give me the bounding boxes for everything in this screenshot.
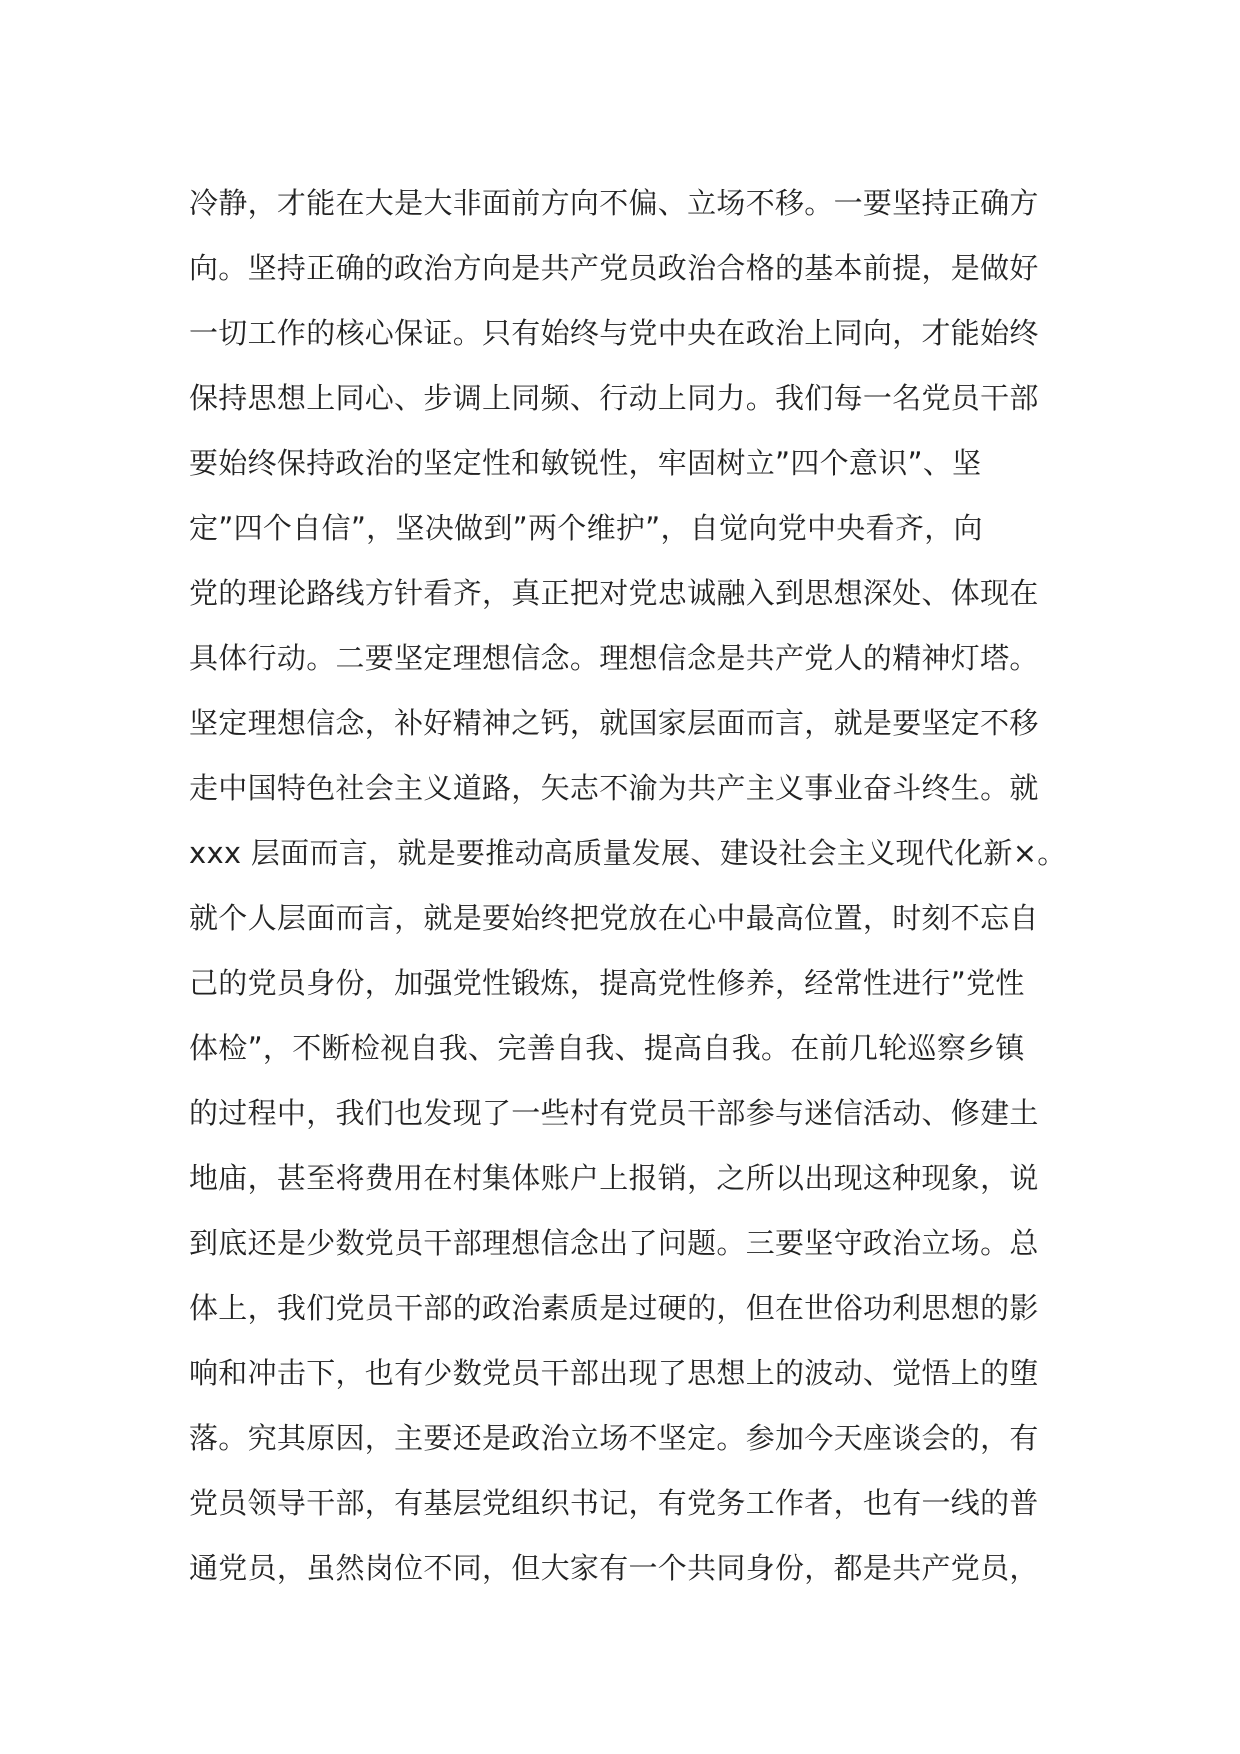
text-line: 体上，我们党员干部的政治素质是过硬的，但在世俗功利思想的影	[189, 1291, 1039, 1325]
text-line: 向。坚持正确的政治方向是共产党员政治合格的基本前提，是做好	[189, 251, 1039, 285]
text-line: 具体行动。二要坚定理想信念。理想信念是共产党人的精神灯塔。	[189, 641, 1039, 675]
text-line: 党员领导干部，有基层党组织书记，有党务工作者，也有一线的普	[189, 1486, 1039, 1520]
text-line: 响和冲击下，也有少数党员干部出现了思想上的波动、觉悟上的堕	[189, 1356, 1039, 1390]
body-text	[189, 171, 1079, 1601]
text-line: 冷静，才能在大是大非面前方向不偏、立场不移。一要坚持正确方	[189, 186, 1039, 220]
text-line: 己的党员身份，加强党性锻炼，提高党性修养，经常性进行”党性	[189, 966, 1025, 1000]
text-line: 的过程中，我们也发现了一些村有党员干部参与迷信活动、修建土	[189, 1096, 1039, 1130]
text-line: 到底还是少数党员干部理想信念出了问题。三要坚守政治立场。总	[189, 1226, 1039, 1260]
text-line: 一切工作的核心保证。只有始终与党中央在政治上同向，才能始终	[189, 316, 1039, 350]
text-line: 地庙，甚至将费用在村集体账户上报销，之所以出现这种现象，说	[189, 1161, 1039, 1195]
text-line: 就个人层面而言，就是要始终把党放在心中最高位置，时刻不忘自	[189, 901, 1039, 935]
text-line: 走中国特色社会主义道路，矢志不渝为共产主义事业奋斗终生。就	[189, 771, 1039, 805]
text-line: 体检”，不断检视自我、完善自我、提高自我。在前几轮巡察乡镇	[189, 1031, 1025, 1065]
text-line: 党的理论路线方针看齐，真正把对党忠诚融入到思想深处、体现在	[189, 576, 1039, 610]
text-line: 定”四个自信”，坚决做到”两个维护”，自觉向党中央看齐，向	[189, 511, 983, 545]
text-line: 要始终保持政治的坚定性和敏锐性，牢固树立”四个意识”、坚	[189, 446, 982, 480]
text-line: 落。究其原因，主要还是政治立场不坚定。参加今天座谈会的，有	[189, 1421, 1039, 1455]
text-line: xxx 层面而言，就是要推动高质量发展、建设社会主义现代化新×。	[189, 836, 1067, 870]
text-line: 通党员，虽然岗位不同，但大家有一个共同身份，都是共产党员，	[189, 1551, 1039, 1585]
text-line: 保持思想上同心、步调上同频、行动上同力。我们每一名党员干部	[189, 381, 1039, 415]
text-line: 坚定理想信念，补好精神之钙，就国家层面而言，就是要坚定不移	[189, 706, 1039, 740]
